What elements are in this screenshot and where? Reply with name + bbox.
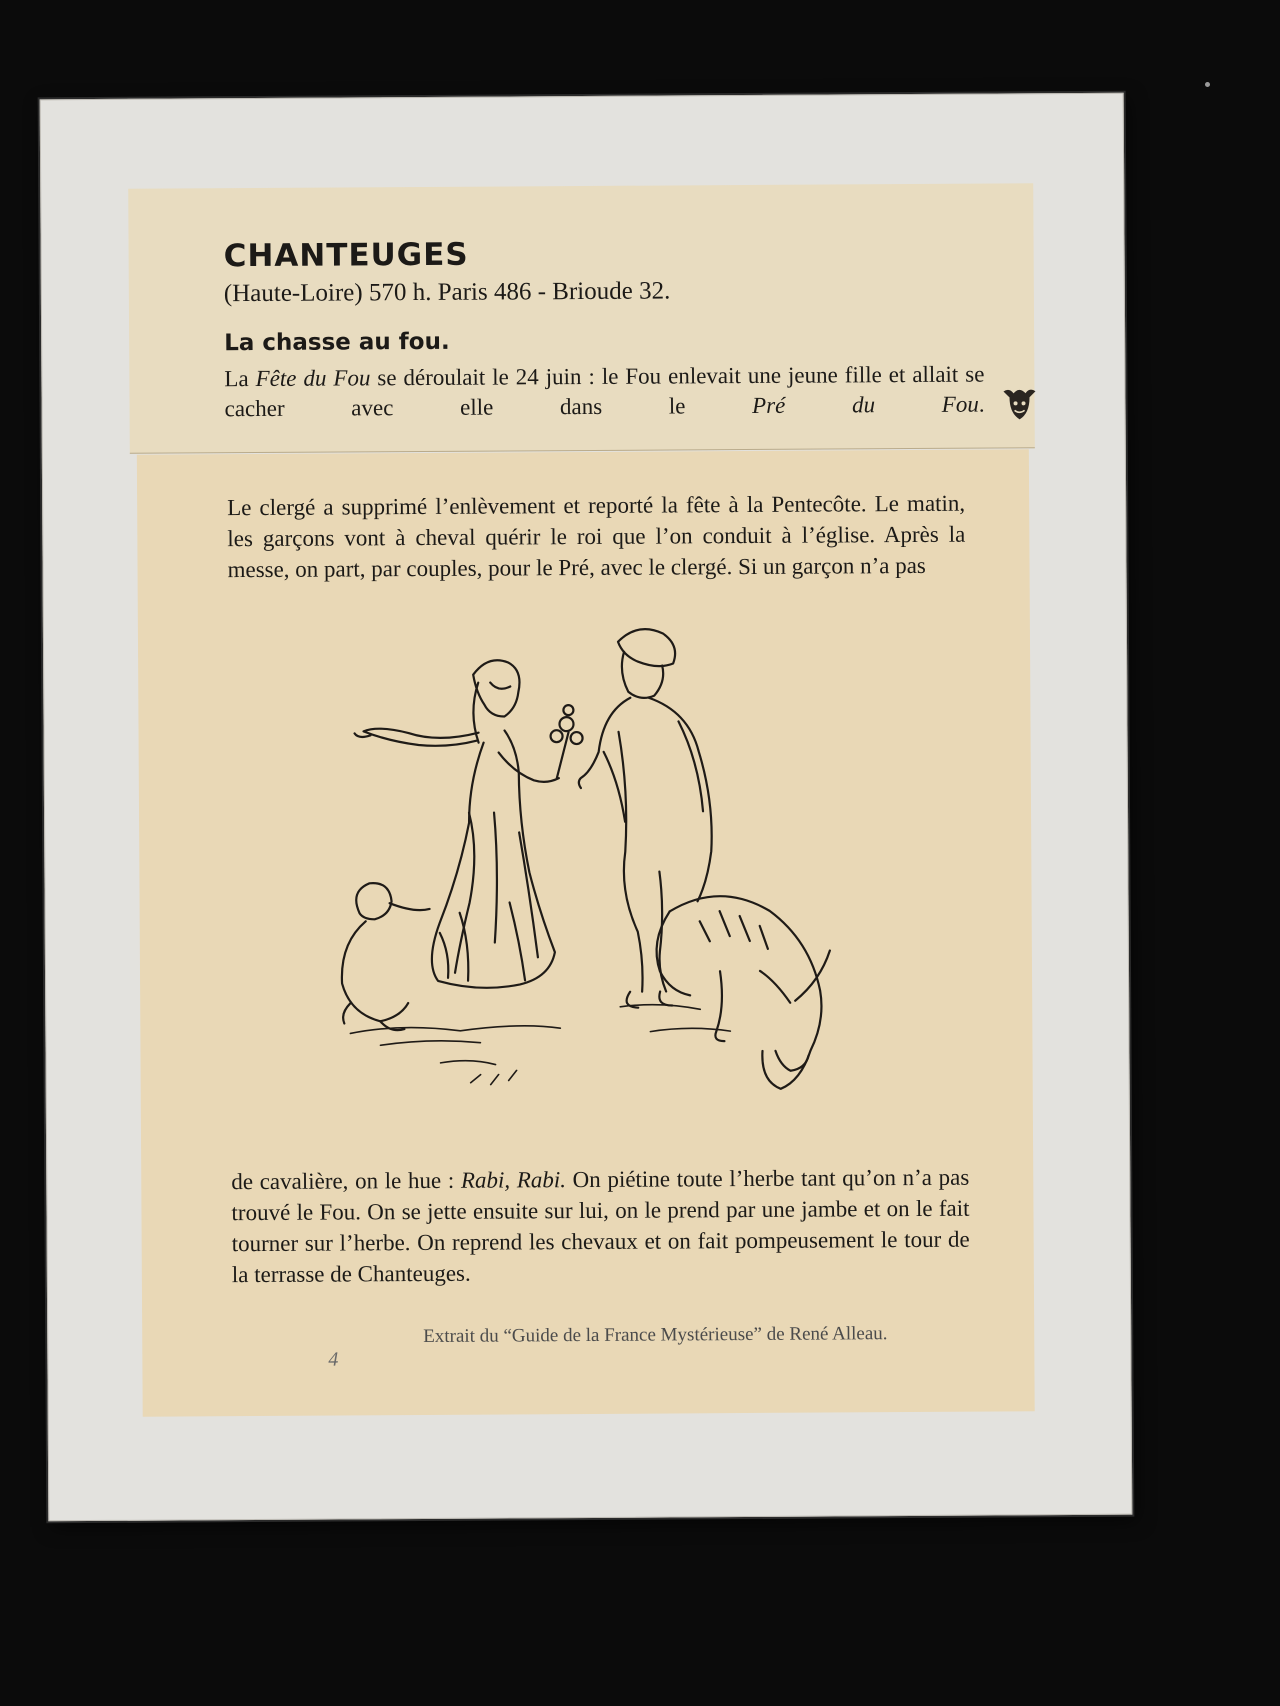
intro-pre-du-fou: Pré du Fou xyxy=(752,391,979,418)
body-p2-rest: On piétine toute l’herbe tant qu’on n’a pas trouvé le Fou. On se jette ensuite sur lui, on le prend par une jambe et on le fait tourner sur l’herbe. On reprend les chevaux et on fait pompeusement le tour de la terrasse de Chanteuges. xyxy=(231,1164,970,1288)
ground-hatching xyxy=(350,1004,730,1085)
intro-fete-du-fou: Fête du Fou xyxy=(255,365,371,392)
jester-head-icon xyxy=(999,383,1039,423)
goat-figure xyxy=(656,896,831,1090)
body-p2-start: de cavalière, on le hue : xyxy=(231,1167,461,1195)
location-subtitle: (Haute-Loire) 570 h. Paris 486 - Brioude 32. xyxy=(223,277,671,308)
woodcut-illustration xyxy=(318,610,841,1133)
pencil-page-mark: 4 xyxy=(328,1348,339,1371)
monkey-figure xyxy=(341,883,430,1031)
intro-paragraph xyxy=(224,360,984,425)
intro-text-3: . xyxy=(978,391,985,417)
header-clipping xyxy=(128,183,1035,454)
source-credit: Extrait du “Guide de la France Mystérieuse” de René Alleau. xyxy=(423,1323,888,1348)
flower-bouquet xyxy=(550,705,582,778)
intro-text-1: La xyxy=(224,366,256,392)
body-paragraph-1: Le clergé a supprimé l’enlèvement et reporté la fête à la Pentecôte. Le matin, les garçons vont à cheval quérir le roi que l’on conduit à l’église. Après la messe, on part, par couples, pour le Pré, avec le clergé. Si un garçon n’a pas xyxy=(227,490,966,583)
intro-text-2: se déroulait le 24 juin : le Fou enlevait une jeune fille et allait se cacher avec elle dans le xyxy=(224,361,985,422)
body-rabi: Rabi, Rabi. xyxy=(460,1167,567,1193)
section-title: La chasse au fou. xyxy=(224,328,450,357)
mount-board xyxy=(40,93,1133,1522)
dust-speck xyxy=(1205,82,1210,87)
body-clipping xyxy=(137,449,1035,1416)
page-title: CHANTEUGES xyxy=(223,236,469,275)
body-paragraph-2 xyxy=(231,1162,970,1291)
man-figure xyxy=(578,629,713,1008)
woman-figure xyxy=(354,660,560,989)
